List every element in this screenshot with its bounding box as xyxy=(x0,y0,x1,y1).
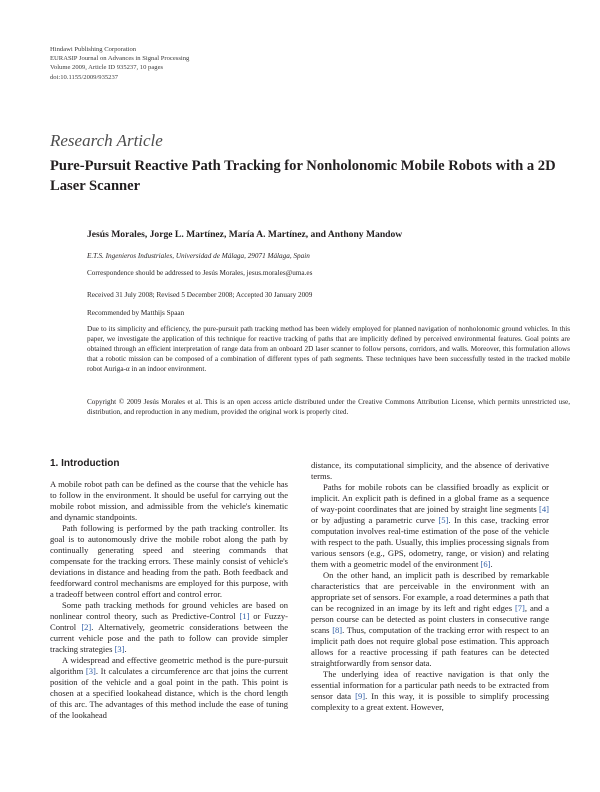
article-type: Research Article xyxy=(50,131,163,150)
citation-link[interactable]: [3] xyxy=(85,666,96,676)
citation-link[interactable]: [7] xyxy=(514,603,525,613)
copyright-notice: Copyright © 2009 Jesús Morales et al. This is an open access article distributed under the Creative Commons Attribution License, which permits unrestricted use, distribution, and reproduction in any medium, provided the original work is properly cited. xyxy=(87,398,570,416)
citation-link[interactable]: [9] xyxy=(355,691,366,701)
paragraph: Paths for mobile robots can be classified broadly as explicit or implicit. An explicit path is defined in a global frame as a sequence of way-point coordinates that are joined by straight line segments [4] or by adjusting a parametric curve [5]. In this case, tracking error computation involves real-time estimation of the pose of the vehicle with respect to the path. Usually, this implies processing signals from various sensors (e.g., GPS, odometry, range, or vision) and relating them with a geometric model of the environment [6]. xyxy=(311,482,549,569)
citation-link[interactable]: [5] xyxy=(438,515,449,525)
journal-header xyxy=(50,45,189,82)
left-column xyxy=(50,479,288,721)
section-heading: 1. Introduction xyxy=(50,458,120,469)
citation-link[interactable]: [8] xyxy=(332,625,343,635)
paragraph: The underlying idea of reactive navigation is that only the essential information for a particular path needs to be extracted from sensor data [9]. In this way, it is possible to simplify processing complexity to a great extent. However, xyxy=(311,669,549,712)
paragraph: A widespread and effective geometric method is the pure-pursuit algorithm [3]. It calculates a circumference arc that joins the current position of the vehicle and a goal point in the path. This point is chosen at a specified lookahead distance, which is the chord length of this arc. The advantages of this method include the ease of tuning of the lookahead xyxy=(50,655,288,720)
citation-link[interactable]: [6] xyxy=(480,559,491,569)
recommended-by: Recommended by Matthijs Spaan xyxy=(87,309,185,317)
paragraph: On the other hand, an implicit path is described by remarkable characteristics that are perceivable in the environment with an appropriate set of sensors. For example, a road determines a path that can be recognized in an image by its left and right edges [7], and a person course can be detected as point clusters in consecutive range scans [8]. Thus, computation of the tracking error with respect to an implicit path does not require global pose estimation. This approach allows for a reactive processing if path features can be detected straightforwardly from sensor data. xyxy=(311,570,550,668)
publisher-line: Hindawi Publishing Corporation xyxy=(50,46,137,53)
paragraph: distance, its computational simplicity, and the absence of derivative terms. xyxy=(311,460,549,481)
citation-link[interactable]: [3] xyxy=(114,644,125,654)
volume-line: Volume 2009, Article ID 935237, 10 pages xyxy=(50,64,164,72)
citation-link[interactable]: [2] xyxy=(81,622,92,632)
correspondence: Correspondence should be addressed to Jesús Morales, jesus.morales@uma.es xyxy=(87,269,313,277)
received-dates: Received 31 July 2008; Revised 5 December 2008; Accepted 30 January 2009 xyxy=(87,291,313,299)
paragraph: Some path tracking methods for ground vehicles are based on nonlinear control theory, such as Predictive-Control [1] or Fuzzy-Control [2]. Alternatively, geometric considerations between the current vehicle pose and the path to follow can provide simpler tracking strategies [3]. xyxy=(50,600,288,654)
abstract: Due to its simplicity and efficiency, the pure-pursuit path tracking method has been widely employed for planned navigation of nonholonomic ground vehicles. In this paper, we investigate the application of this technique for reactive tracking of paths that are implicitly defined by perceived environmental features. Goal points are obtained through an efficient interpretation of range data from an onboard 2D laser scanner to follow persons, corridors, and walls. Moreover, this formulation allows that a robotic mission can be composed of a combination of different types of path segments. These techniques have been successfully tested in the tracked mobile robot Auriga-α in an indoor environment. xyxy=(87,325,570,373)
affiliation: E.T.S. Ingenieros Industriales, Universidad de Málaga, 29071 Málaga, Spain xyxy=(87,252,310,260)
paragraph: A mobile robot path can be defined as the course that the vehicle has to follow in the environment. It should be useful for carrying out the mobile robot mission, and admissible from the vehicle's kinematic and dynamic standpoints. xyxy=(50,479,288,522)
right-column xyxy=(311,460,549,713)
paper-title: Pure-Pursuit Reactive Path Tracking for Nonholonomic Mobile Robots with a 2D Laser Scanner xyxy=(50,158,556,194)
doi-line: doi:10.1155/2009/935237 xyxy=(50,73,119,81)
author-list: Jesús Morales, Jorge L. Martínez, María A. Martínez, and Anthony Mandow xyxy=(87,229,403,240)
paragraph: Path following is performed by the path tracking controller. Its goal is to autonomously drive the mobile robot along the path by continually generating speed and steering commands that compensate for the tracking errors. These mainly consist of vehicle's deviations in distance and heading from the path. Both feedback and feedforward control mechanisms are employed for this purpose, with a tradeoff between control effort and control error. xyxy=(50,523,288,599)
citation-link[interactable]: [1] xyxy=(239,611,250,621)
journal-name: EURASIP Journal on Advances in Signal Processing xyxy=(50,55,190,63)
citation-link[interactable]: [4] xyxy=(539,504,549,514)
